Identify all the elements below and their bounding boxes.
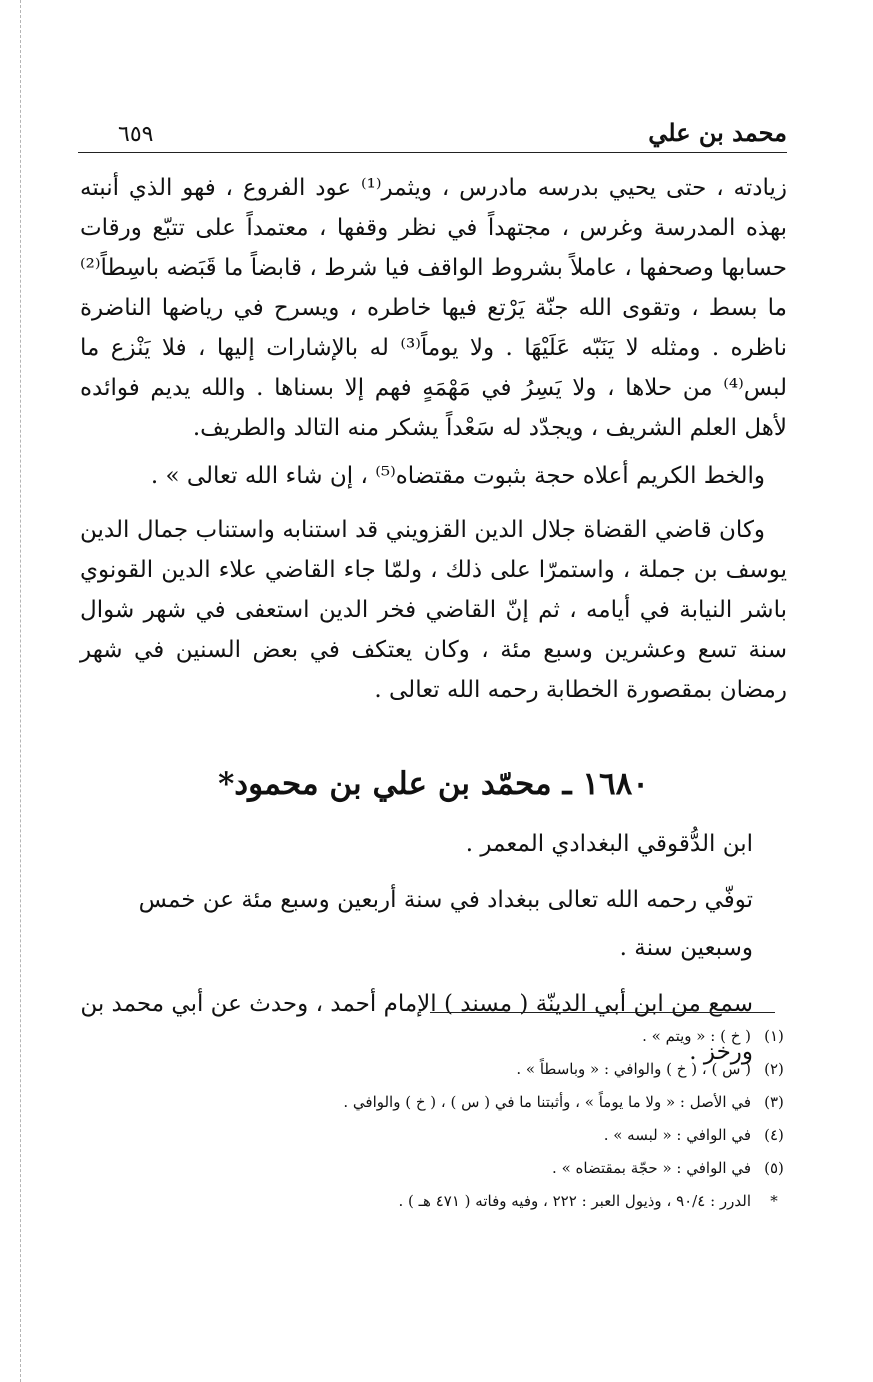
main-text [80,168,787,710]
footnote-text: الدرر : ٩٠/٤ ، وذيول العبر : ٢٢٢ ، وفيه وفاته ( ٤٧١ هـ ) . [398,1192,751,1210]
footnote-text: ( خ ) : « ويتم » . [642,1027,751,1045]
footnote [80,1053,797,1086]
entry-line-2: توفّي رحمه الله تعالى ببغداد في سنة أربعين وسبع مئة عن خمس وسبعين سنة . [138,887,753,961]
footnote-text: في الأصل : « ولا ما يوماً » ، وأثبتنا ما في ( س ) ، ( خ ) والوافي . [343,1093,751,1111]
paragraph-2: والخط الكريم أعلاه حجة بثبوت مقتضاه⁽⁵⁾ ، إن شاء الله تعالى » . [150,463,765,489]
footnote [80,1020,797,1053]
footnote [80,1152,797,1185]
footnote-label: (٥) [764,1159,784,1177]
footnote-label: (٣) [764,1093,784,1111]
footnote-text: ( س ) ، ( خ ) والوافي : « وباسطاً » . [516,1060,751,1078]
footnote-label: (١) [764,1027,784,1045]
running-header [78,118,787,153]
footnote [80,1086,797,1119]
footnote-label: * [770,1192,778,1210]
footnote [80,1185,797,1218]
footnotes [80,1020,797,1218]
page-number: ٦٥٩ [118,122,154,147]
footnote [80,1119,797,1152]
footnote-text: في الوافي : « حجّة بمقتضاه » . [552,1159,751,1177]
paragraph-1: زيادته ، حتى يحيي بدرسه مادرس ، ويثمر⁽¹⁾ عود الفروع ، فهو الذي أنبته بهذه المدرسة وغرس ، مجتهداً في نظر وقفها ، معتمداً على تتبّع ورقات حسابها وصحفها ، عاملاً بشروط الواقف فيا شرط ، قابضاً ما قَبَضه باسِطاً⁽²⁾ ما بسط ، وتقوى الله جنّة يَرْتع فيها خاطره ، ويسرح في رياضها الناضرة ناظره . ومثله لا يَنَبّه عَلَيْهَا . ولا يوماً⁽³⁾ له بالإشارات إليها ، فلا يَنْزع ما لبس⁽⁴⁾ من حلاها ، ولا يَسِرُ في مَهْمَهٍ فهم إلا بسناها . والله يديم فوائده لأهل العلم الشريف ، ويجدّد له سَعْداً يشكر منه التالد والطريف. [80,175,788,441]
entry-heading: ١٦٨٠ ـ محمّد بن علي بن محمود* [218,766,649,802]
header-title: محمد بن علي [648,118,787,147]
footnote-label: (٢) [764,1060,784,1078]
entry-line-3: سمع من ابن أبي الدينّة ( مسند ) الإمام أحمد ، وحدث عن أبي محمد بن ورخز . [80,991,753,1065]
scan-edge-line [20,0,21,1382]
entry-line-1: ابن الدُّقوقي البغدادي المعمر . [465,831,753,857]
footnote-separator [430,1012,775,1013]
footnote-label: (٤) [764,1126,784,1144]
footnote-text: في الوافي : « لبسه » . [603,1126,751,1144]
paragraph-3: وكان قاضي القضاة جلال الدين القزويني قد استنابه واستناب جمال الدين يوسف بن جملة ، واستمرّا على ذلك ، ولمّا جاء القاضي علاء الدين القونوي باشر النيابة في أيامه ، ثم إنّ القاضي فخر الدين استعفى في شهر شوال سنة تسع وعشرين وسبع مئة ، وكان يعتكف في بعض السنين في شهر رمضان بمقصورة الخطابة رحمه الله تعالى . [80,517,787,703]
